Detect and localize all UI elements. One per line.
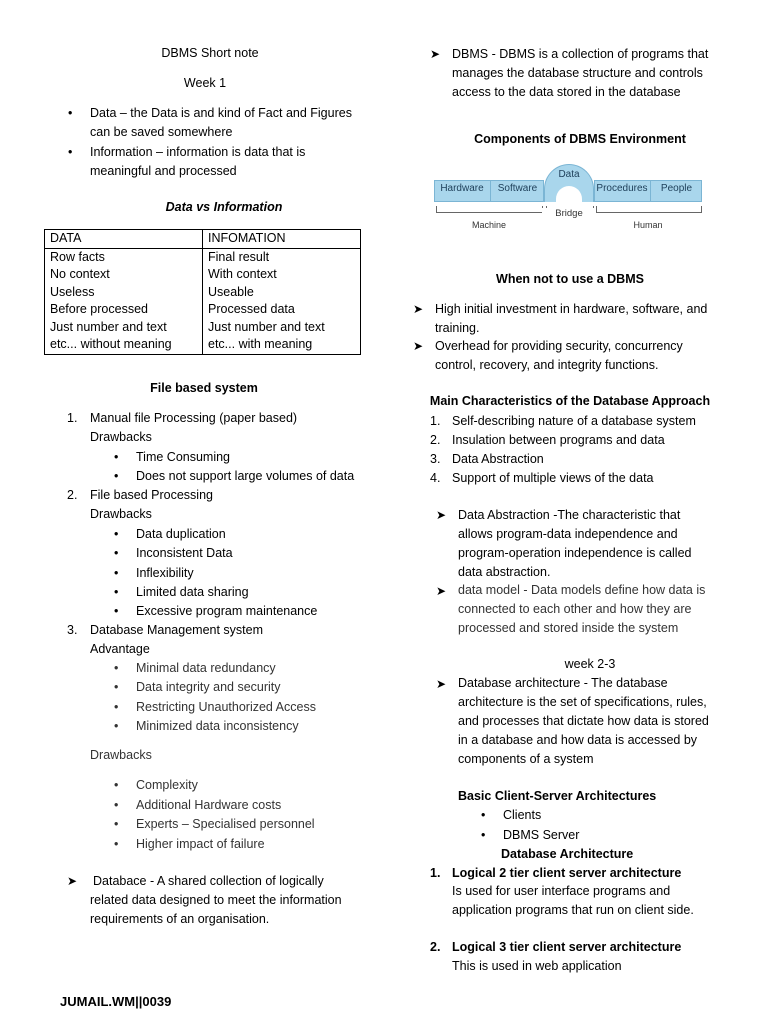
list-item: • Minimal data redundancy [136,659,276,678]
drawbacks-label: Drawbacks [90,748,152,762]
tier-3-title: Logical 3 tier client server architecture [452,940,682,954]
item-number: 2. [430,433,441,447]
tier-line: Is used for user interface programs and [452,884,671,898]
tier-line: application programs that run on client side. [452,903,694,917]
abstraction-line: Data Abstraction -The characteristic that [458,508,681,522]
list-item: • Additional Hardware costs [136,796,281,815]
list-item: • Inconsistent Data [136,544,233,563]
tier-2-title: Logical 2 tier client server architecture [452,866,682,880]
list-item: • Complexity [136,776,198,795]
when-not-line: High initial investment in hardware, software, and [435,302,708,316]
list-item: • Does not support large volumes of data [136,467,354,486]
item-number: 1. [430,414,441,428]
arrow-bullet-icon: ➤ [436,508,447,522]
dbms-def-line: access to the data stored in the database [452,85,681,99]
file-system-heading: File based system [150,381,258,395]
arrow-bullet-icon: ➤ [67,874,78,888]
dbms-def-line: DBMS - DBMS is a collection of programs that [452,47,709,61]
list-item: • Minimized data inconsistency [136,717,299,736]
human-bracket [596,206,702,213]
table-cell: Before processed [45,301,203,319]
data-vs-information-table [44,229,361,355]
machine-bracket [436,206,543,213]
list-item: Insulation between programs and data [452,433,665,447]
when-not-line: training. [435,321,480,335]
people-box: People [660,183,693,194]
software-box: Software [497,183,538,194]
procedures-box: Procedures [596,183,648,194]
arrow-bullet-icon: ➤ [436,677,447,691]
table-cell: Useless [45,284,203,302]
tier-line: This is used in web application [452,959,622,973]
table-cell: No context [45,266,203,284]
database-architecture-heading: Database Architecture [501,847,634,861]
table-row [45,319,361,337]
human-label: Human [633,220,663,230]
architecture-line: components of a system [458,752,594,766]
database-def-line: related data designed to meet the information [90,893,342,907]
arrow-bullet-icon: ➤ [436,584,447,598]
data-box: Data [558,169,580,180]
data-model-line: data model - Data models define how data is [458,583,706,597]
list-item: • DBMS Server [503,826,579,845]
intro-data-line-2: can be saved somewhere [90,125,233,139]
list-item: Self-describing nature of a database system [452,414,696,428]
drawbacks-label: Drawbacks [90,507,152,521]
components-diagram [434,160,704,235]
client-server-heading: Basic Client-Server Architectures [458,789,657,803]
list-item: • Inflexibility [136,564,194,583]
table-cell: Row facts [45,248,203,266]
arrow-bullet-icon: ➤ [413,302,424,316]
week-2-3-label: week 2-3 [564,657,616,671]
hardware-box: Hardware [440,183,484,194]
item-number: 2. [430,940,441,954]
bridge-label: Bridge [542,208,596,219]
list-item: • Data duplication [136,525,226,544]
advantage-label: Advantage [90,642,150,656]
machine-label: Machine [471,220,507,230]
arrow-bullet-icon: ➤ [430,47,441,61]
page-title: DBMS Short note [161,46,259,60]
table-row [45,301,361,319]
list-item: • Restricting Unauthorized Access [136,698,316,717]
list-item: Data Abstraction [452,452,544,466]
abstraction-line: data abstraction. [458,565,551,579]
table-cell: Just number and text [45,319,203,337]
list-item: • Experts – Specialised personnel [136,815,315,834]
dbms-title: Database Management system [90,623,264,637]
when-not-line: control, recovery, and integrity functions. [435,358,659,372]
architecture-line: Database architecture - The database [458,676,668,690]
manual-file-title: Manual file Processing (paper based) [90,411,298,425]
abstraction-line: program-operation independence is called [458,546,692,560]
file-processing-title: File based Processing [90,488,213,502]
list-item: • Data integrity and security [136,678,281,697]
list-item: • Higher impact of failure [136,835,265,854]
list-item: • Limited data sharing [136,583,249,602]
dbms-def-line: manages the database structure and controls [452,66,703,80]
when-not-line: Overhead for providing security, concurrency [435,339,683,353]
table-header-cell: INFOMATION [203,230,361,249]
compare-heading: Data vs Information [165,200,283,214]
table-cell: With context [203,266,361,284]
table-cell: etc... with meaning [203,336,361,354]
data-model-line: connected to each other and how they are [458,602,692,616]
list-item: • Clients [503,806,541,825]
table-header-cell: DATA [45,230,203,249]
intro-info-line-2: meaningful and processed [90,164,237,178]
components-heading: Components of DBMS Environment [474,132,686,146]
item-number: 1. [430,866,441,880]
table-header-row [45,230,361,249]
data-model-line: processed and stored inside the system [458,621,679,635]
table-row [45,284,361,302]
database-def-line: requirements of an organisation. [90,912,270,926]
table-cell: Final result [203,248,361,266]
abstraction-line: allows program-data independence and [458,527,678,541]
item-number: 1. [67,411,78,425]
table-row [45,336,361,354]
item-number: 4. [430,471,441,485]
table-cell: Processed data [203,301,361,319]
list-item: Support of multiple views of the data [452,471,654,485]
intro-data-line-1: • Data – the Data is and kind of Fact and Figures [90,104,352,123]
database-def-line: Databace - A shared collection of logically [93,874,324,888]
item-number: 2. [67,488,78,502]
week-1-label: Week 1 [183,76,227,90]
intro-info-line-1: • Information – information is data that is [90,143,305,162]
drawbacks-label: Drawbacks [90,430,152,444]
table-cell: etc... without meaning [45,336,203,354]
item-number: 3. [430,452,441,466]
item-number: 3. [67,623,78,637]
list-item: • Time Consuming [136,448,230,467]
characteristics-heading: Main Characteristics of the Database Approach [429,394,711,408]
table-row [45,266,361,284]
list-item: • Excessive program maintenance [136,602,317,621]
architecture-line: and processes that dictate how data is stored [458,714,709,728]
table-cell: Just number and text [203,319,361,337]
when-not-heading: When not to use a DBMS [496,272,644,286]
architecture-line: architecture is the set of specifications, rules, [458,695,707,709]
footer-author: JUMAIL.WM||0039 [60,994,172,1009]
arrow-bullet-icon: ➤ [413,339,424,353]
architecture-line: in a database and how data is accessed by [458,733,698,747]
table-cell: Useable [203,284,361,302]
table-row [45,248,361,266]
